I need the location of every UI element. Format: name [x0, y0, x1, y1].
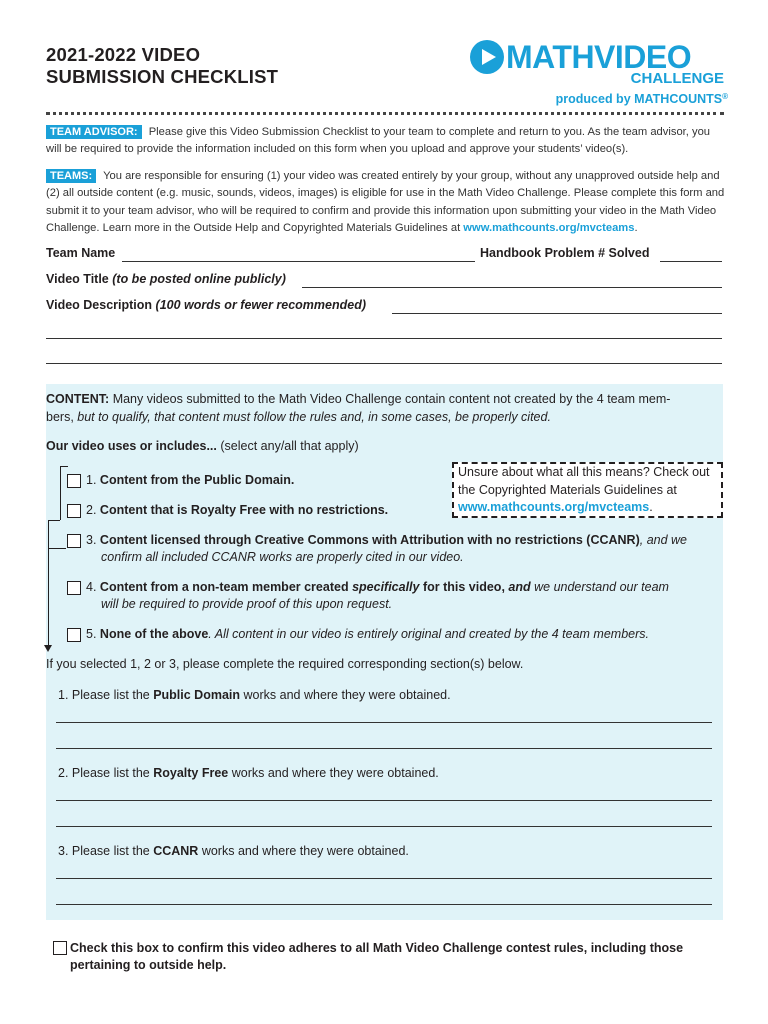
if-selected-text: If you selected 1, 2 or 3, please complete the required corresponding section(s) below. — [46, 657, 524, 671]
option-non-team-member — [86, 579, 726, 613]
option-4-rest: we understand our team — [534, 580, 669, 594]
content-text-1: Many videos submitted to the Math Video Challenge contain content not created by the 4 team mem- — [112, 392, 671, 406]
title-line-1: 2021-2022 VIDEO — [46, 44, 201, 65]
bracket-tick-1 — [60, 466, 68, 467]
teams-paragraph — [46, 168, 726, 238]
option-4-bold-italic: specifically — [352, 580, 420, 594]
q2-a: 2. Please list the — [58, 766, 150, 780]
team-name-label: Team Name — [46, 246, 116, 260]
option-3-sub: confirm all included CCANR works are properly cited in our video. — [101, 550, 464, 564]
dotted-divider — [46, 112, 724, 115]
content-text-2b: but to qualify, that content must follow the rules and, in some cases, be properly cited. — [77, 409, 551, 424]
page-title — [46, 44, 278, 88]
option-2-bold: Content that is Royalty Free with no restrictions. — [99, 503, 389, 517]
option-5-bold: None of the above — [99, 627, 209, 641]
teams-link[interactable]: www.mathcounts.org/mvcteams — [463, 222, 635, 235]
video-desc-line-2[interactable] — [46, 338, 722, 339]
checkbox-royalty-free[interactable] — [67, 504, 81, 518]
q3-a: 3. Please list the — [58, 844, 150, 858]
option-5-num: 5. — [86, 627, 97, 641]
advisor-tag: TEAM ADVISOR: — [46, 125, 142, 139]
q3-b: CCANR — [153, 844, 199, 858]
q2-line-2[interactable] — [56, 826, 712, 827]
content-text-2a: bers, — [46, 409, 74, 424]
handbook-label: Handbook Problem # Solved — [480, 246, 650, 260]
logo-main — [470, 40, 691, 74]
q3-line-1[interactable] — [56, 878, 712, 879]
option-2-num: 2. — [86, 503, 97, 517]
logo-brand: MATHCOUNTS — [634, 92, 723, 106]
video-title-input[interactable] — [302, 287, 722, 288]
q2-b: Royalty Free — [153, 766, 229, 780]
q1-b: Public Domain — [153, 688, 241, 702]
option-3-rest: , and we — [639, 533, 688, 547]
logo-produced-label: produced by — [555, 92, 631, 106]
bracket-line-1 — [60, 466, 61, 520]
title-line-2: SUBMISSION CHECKLIST — [46, 66, 279, 87]
confirm-text: Check this box to confirm this video adheres to all Math Video Challenge contest rules, including those pertaining to outside help. — [70, 941, 684, 972]
question-ccanr — [58, 843, 409, 861]
option-4-num: 4. — [86, 580, 97, 594]
guidelines-note — [452, 462, 723, 518]
option-none — [86, 626, 726, 643]
content-label: CONTENT: — [46, 392, 110, 406]
video-title-label — [46, 272, 286, 286]
q2-line-1[interactable] — [56, 800, 712, 801]
mathvideo-logo — [470, 40, 730, 112]
q1-a: 1. Please list the — [58, 688, 150, 702]
logo-produced-by — [556, 92, 728, 106]
option-4-sub: will be required to provide proof of this upon request. — [101, 597, 393, 611]
option-3-bold: Content licensed through Creative Commons with Attribution with no restrictions (CCANR) — [99, 533, 640, 547]
content-intro — [46, 391, 722, 426]
confirm-checkbox[interactable] — [53, 941, 67, 955]
q1-line-2[interactable] — [56, 748, 712, 749]
logo-word: MATHVIDEO — [506, 39, 692, 75]
bracket-line-2 — [48, 520, 49, 646]
checkbox-ccanr[interactable] — [67, 534, 81, 548]
video-desc-text: Video Description — [46, 298, 153, 312]
teams-end: . — [634, 222, 638, 235]
teams-text: You are responsible for ensuring (1) your video was created entirely by your group, without any unapproved outside help and (2) all outside content (e.g. music, sounds, videos, images) is eligible for use in the Math Video Challenge. Please complete this form and submit it to your team advisor, who will be required to confirm and provide this information upon submitting your video in the Math Video Challenge. Learn more in the Outside Help and Copyrighted Materials Guidelines at — [46, 170, 725, 235]
bracket-tick-2 — [48, 520, 60, 521]
option-3-num: 3. — [86, 533, 97, 547]
option-ccanr — [86, 532, 726, 566]
option-5-rest: . All content in our video is entirely original and created by the 4 team members. — [208, 627, 650, 641]
advisor-text: Please give this Video Submission Checklist to your team to complete and return to you. As the team advisor, you will be required to provide the information included on this form when you upload and approve your students’ video(s). — [46, 126, 711, 156]
checkbox-non-team-member[interactable] — [67, 581, 81, 595]
logo-sub: CHALLENGE — [630, 70, 724, 87]
q1-c: works and where they were obtained. — [243, 688, 451, 702]
note-end: . — [649, 500, 653, 514]
q2-c: works and where they were obtained. — [231, 766, 439, 780]
handbook-input[interactable] — [660, 261, 722, 262]
option-1-bold: Content from the Public Domain. — [99, 473, 295, 487]
q1-line-1[interactable] — [56, 722, 712, 723]
advisor-paragraph — [46, 124, 726, 159]
play-icon — [470, 40, 504, 74]
q3-c: works and where they were obtained. — [201, 844, 409, 858]
checkbox-none[interactable] — [67, 628, 81, 642]
question-public-domain — [58, 687, 451, 705]
checkbox-public-domain[interactable] — [67, 474, 81, 488]
logo-reg: ® — [722, 92, 728, 101]
video-desc-input[interactable] — [392, 313, 722, 314]
video-desc-label — [46, 298, 366, 312]
video-title-note: (to be posted online publicly) — [112, 272, 286, 286]
video-desc-line-3[interactable] — [46, 363, 722, 364]
q3-line-2[interactable] — [56, 904, 712, 905]
note-text: Unsure about what all this means? Check out the Copyrighted Materials Guidelines at — [458, 465, 710, 497]
note-link[interactable]: www.mathcounts.org/mvcteams — [458, 500, 650, 514]
video-title-text: Video Title — [46, 272, 109, 286]
team-name-input[interactable] — [122, 261, 475, 262]
uses-label: Our video uses or includes... — [46, 439, 217, 453]
bracket-tick-3 — [48, 548, 66, 549]
uses-note: (select any/all that apply) — [220, 439, 359, 453]
question-royalty-free — [58, 765, 439, 783]
option-4-and: and — [508, 580, 531, 594]
video-desc-note: (100 words or fewer recommended) — [155, 298, 367, 312]
uses-heading — [46, 438, 359, 456]
option-4-bold: Content from a non-team member created — [99, 580, 349, 594]
option-4-bold-2: for this video, — [422, 580, 505, 594]
option-1-num: 1. — [86, 473, 97, 487]
teams-tag: TEAMS: — [46, 169, 96, 183]
arrow-down-icon — [44, 645, 52, 652]
